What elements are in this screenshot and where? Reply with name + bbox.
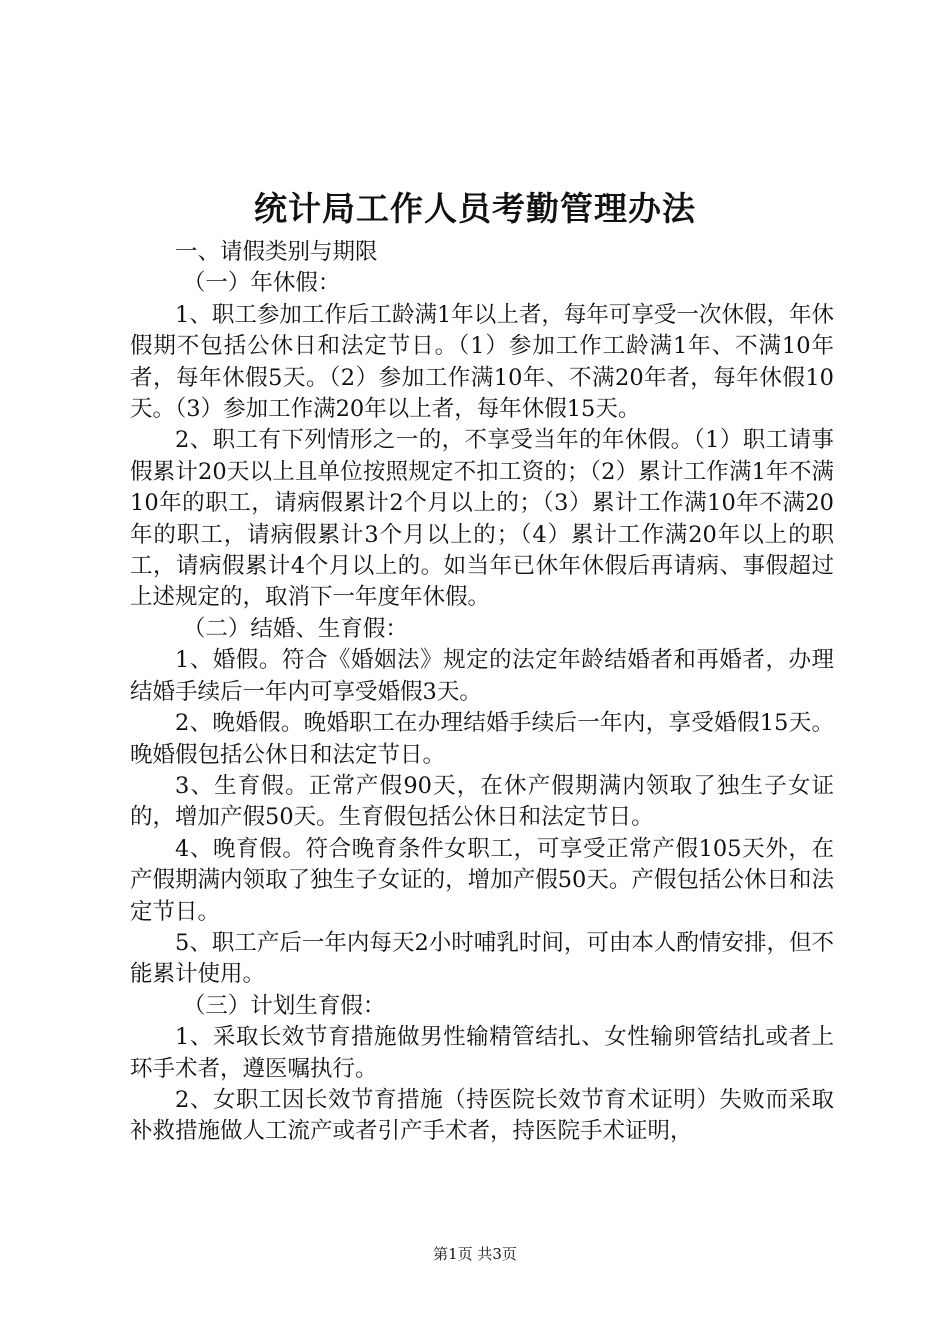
paragraph: 1、采取长效节育措施做男性输精管结扎、女性输卵管结扎或者上环手术者，遵医嘱执行。: [130, 1024, 834, 1082]
subsection-heading: （二）结婚、生育假：: [182, 615, 408, 642]
paragraph: 2、职工有下列情形之一的，不享受当年的年休假。（1）职工请事假累计20天以上且单位按照规定不扣工资的；（2）累计工作满1年不满10年的职工，请病假累计2个月以上的；（3）累计工作满10年不满20年的职工，请病假累计3个月以上的；（4）累计工作满20年以上的职工，请病假累计4个月以上的。如当年已休年休假后再请病、事假超过上述规定的，取消下一年度年休假。: [130, 427, 834, 611]
section-heading: 一、请假类别与期限: [175, 239, 378, 265]
subsection-heading: （三）计划生育假：: [182, 992, 386, 1019]
paragraph: 1、婚假。符合《婚姻法》规定的法定年龄结婚者和再婚者，办理结婚手续后一年内可享受婚假3天。: [130, 647, 834, 705]
document-title: 统计局工作人员考勤管理办法: [254, 189, 696, 228]
subsection-heading: （一）年休假：: [182, 270, 341, 297]
paragraph: 5、职工产后一年内每天2小时哺乳时间，可由本人酌情安排，但不能累计使用。: [130, 929, 834, 988]
paragraph: 1、职工参加工作后工龄满1年以上者，每年可享受一次休假，年休假期不包括公休日和法定节日。（1）参加工作工龄满1年、不满10年者，每年休假5天。（2）参加工作满10年、不满20年者，每年休假10天。（3）参加工作满20年以上者，每年休假15天。: [130, 301, 834, 423]
paragraph: 2、女职工因长效节育措施（持医院长效节育术证明）失败而采取补救措施做人工流产或者引产手术者，持医院手术证明，: [130, 1086, 834, 1145]
document-body: [130, 237, 834, 1148]
page-footer: 第1页 共3页: [433, 1245, 517, 1263]
paragraph: 2、晚婚假。晚婚职工在办理结婚手续后一年内，享受婚假15天。晚婚假包括公休日和法定节日。: [130, 710, 834, 768]
paragraph: 4、晚育假。符合晚育条件女职工，可享受正常产假105天外，在产假期满内领取了独生子女证的，增加产假50天。产假包括公休日和法定节日。: [130, 835, 834, 925]
paragraph: 3、生育假。正常产假90天，在休产假期满内领取了独生子女证的，增加产假50天。生育假包括公休日和法定节日。: [130, 772, 834, 831]
